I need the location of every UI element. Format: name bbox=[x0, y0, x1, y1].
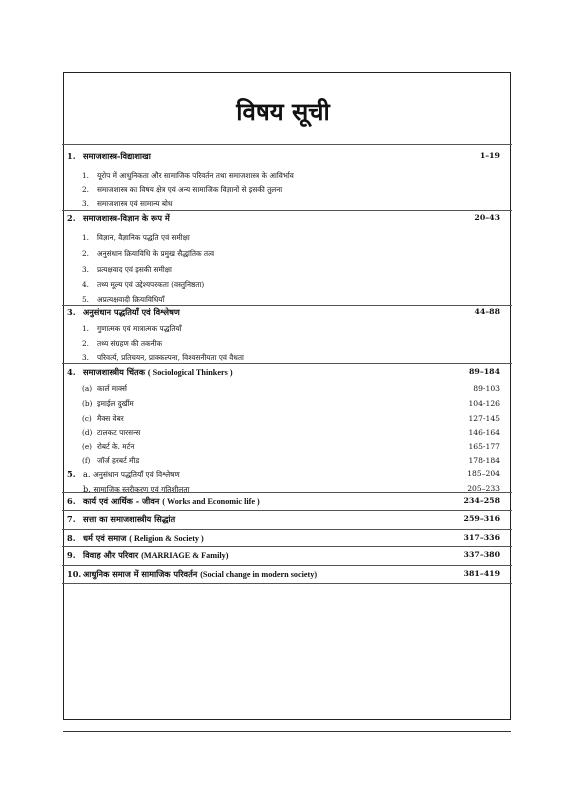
section-pages: 234–258 bbox=[463, 496, 500, 505]
item-label: (c) bbox=[82, 414, 92, 423]
item-pages: 146-164 bbox=[468, 428, 500, 437]
item-label: 3. bbox=[82, 353, 89, 362]
item-text: गुणात्मक एवं मात्रात्मक पद्धतियाँ bbox=[97, 324, 182, 333]
section-divider bbox=[62, 510, 512, 511]
section-number: 4. bbox=[67, 367, 76, 377]
section-heading bbox=[67, 366, 233, 379]
section-number: 8. bbox=[67, 533, 76, 543]
item-text: मैक्स वेबर bbox=[97, 414, 124, 423]
item-text: परिवर्त्य, प्रतिचयन, प्राक्कल्पना, विश्वसनीयता एवं वैधता bbox=[97, 353, 244, 362]
section-title-english: (MARRIAGE & Family) bbox=[141, 551, 229, 560]
list-item bbox=[67, 468, 180, 481]
section-title: आधुनिक समाज में सामाजिक परिवर्तन bbox=[83, 569, 198, 579]
list-item bbox=[82, 264, 172, 276]
item-pages: 205–233 bbox=[467, 484, 500, 493]
section-divider bbox=[62, 565, 512, 566]
item-label: (f) bbox=[82, 456, 91, 465]
item-pages: 127-145 bbox=[468, 414, 500, 423]
item-label: (b) bbox=[82, 399, 93, 408]
section-divider bbox=[62, 492, 512, 493]
item-label: 1. bbox=[82, 171, 89, 180]
item-label: 3. bbox=[82, 199, 89, 208]
item-label: (d) bbox=[82, 428, 93, 437]
section-title: समाजशास्त्र-विज्ञान के रूप में bbox=[83, 213, 170, 223]
item-label: (a) bbox=[82, 384, 93, 393]
item-text: अप्रत्यक्षवादी क्रियाविधियाँ bbox=[97, 295, 165, 304]
item-pages: 165-177 bbox=[468, 442, 500, 451]
section-number: 7. bbox=[67, 514, 76, 524]
item-text: तथ्य संग्रहण की तकनीक bbox=[97, 339, 163, 348]
item-text: टालकट पारसन्स bbox=[97, 428, 141, 437]
item-pages: 89-103 bbox=[473, 384, 500, 393]
section-title-english: (Social change in modern society) bbox=[200, 570, 318, 579]
section-divider bbox=[62, 210, 512, 211]
item-text: समाजशास्त्र एवं सामान्य बोध bbox=[97, 199, 173, 208]
section-heading bbox=[67, 212, 170, 224]
list-item bbox=[82, 232, 190, 244]
section-title-english: ( Works and Economic life ) bbox=[162, 497, 260, 506]
list-item bbox=[82, 338, 162, 350]
section-number: 1. bbox=[67, 151, 76, 161]
item-label: 5. bbox=[82, 295, 89, 304]
item-label: 1. bbox=[82, 233, 89, 242]
section-heading bbox=[67, 495, 260, 508]
section-title: धर्म एवं समाज bbox=[83, 533, 127, 543]
section-pages: 20–43 bbox=[474, 213, 500, 222]
section-title: कार्य एवं आर्थिक - जीवन bbox=[83, 496, 160, 506]
item-text: अनुसंधान क्रियाविधि के प्रमुख सैद्धांतिक तत्व bbox=[97, 249, 215, 258]
item-text: जॉर्ज हरबर्ट मीड bbox=[97, 456, 140, 465]
item-label: b. bbox=[83, 484, 91, 494]
section-title: विवाह और परिवार bbox=[83, 550, 139, 560]
section-heading bbox=[67, 306, 180, 318]
list-item bbox=[82, 248, 214, 260]
section-number: 10. bbox=[67, 569, 82, 579]
section-title-english: ( Sociological Thinkers ) bbox=[147, 368, 233, 377]
section-pages: 381–419 bbox=[463, 569, 500, 578]
list-item bbox=[82, 170, 294, 182]
section-title-english: ( Religion & Society ) bbox=[129, 534, 204, 543]
list-item bbox=[82, 279, 204, 291]
item-pages: 178-184 bbox=[468, 456, 500, 465]
list-item bbox=[82, 427, 140, 439]
section-number: 9. bbox=[67, 550, 76, 560]
item-label: 1. bbox=[82, 324, 89, 333]
section-pages: 89–184 bbox=[468, 367, 500, 376]
item-text: यूरोप में आधुनिकता और सामाजिक परिवर्तन तथा समाजशास्त्र के आविर्भाव bbox=[97, 171, 294, 180]
section-number: 5. bbox=[67, 469, 76, 479]
list-item bbox=[82, 184, 282, 196]
list-item bbox=[82, 383, 127, 395]
item-text: सामाजिक स्तरीकरण एवं गतिशीलता bbox=[93, 485, 190, 494]
section-title: समाजशास्त्रीय चिंतक bbox=[83, 367, 146, 377]
item-text: इमाईल दुर्खीम bbox=[97, 399, 134, 408]
section-number: 6. bbox=[67, 496, 76, 506]
item-text: विज्ञान, वैज्ञानिक पद्धति एवं समीक्षा bbox=[97, 233, 190, 242]
item-text: अनुसंधान पद्धतियाँ एवं विश्लेषण bbox=[93, 470, 180, 479]
item-label: 3. bbox=[82, 265, 89, 274]
item-text: समाजशास्त्र का विषय क्षेत्र एवं अन्य सामाजिक विज्ञानों से इसकी तुलना bbox=[97, 185, 283, 194]
item-text: तथ्य मूल्य एवं उद्देश्यपरकता (वस्तुनिष्ठता) bbox=[97, 280, 205, 289]
section-heading bbox=[67, 150, 151, 162]
section-number: 3. bbox=[67, 307, 76, 317]
section-pages: 44–88 bbox=[474, 307, 500, 316]
list-item bbox=[82, 455, 139, 467]
section-divider bbox=[62, 144, 512, 145]
item-label: 4. bbox=[82, 280, 89, 289]
list-item bbox=[82, 441, 134, 453]
section-title: अनुसंधान पद्धतियाँ एवं विश्लेषण bbox=[83, 307, 180, 317]
item-label: 2. bbox=[82, 339, 89, 348]
list-item bbox=[82, 323, 182, 335]
section-number: 2. bbox=[67, 213, 76, 223]
item-pages: 185–204 bbox=[467, 469, 500, 478]
section-heading bbox=[67, 532, 204, 545]
section-heading bbox=[67, 549, 228, 562]
section-pages: 317–336 bbox=[463, 533, 500, 542]
item-label: (e) bbox=[82, 442, 93, 451]
section-divider bbox=[62, 529, 512, 530]
list-item bbox=[82, 398, 134, 410]
list-item bbox=[82, 198, 172, 210]
section-divider bbox=[62, 363, 512, 364]
item-label: 2. bbox=[82, 249, 89, 258]
item-label: 2. bbox=[82, 185, 89, 194]
section-pages: 259–316 bbox=[463, 514, 500, 523]
section-divider bbox=[62, 583, 512, 584]
item-label: a. bbox=[83, 469, 91, 479]
section-title: समाजशास्त्र-विद्याशाखा bbox=[83, 151, 151, 161]
item-text: कार्ल मार्क्स bbox=[97, 384, 127, 393]
section-heading bbox=[67, 568, 317, 581]
item-text: रोबर्ट के. मर्टन bbox=[97, 442, 135, 451]
section-divider bbox=[62, 546, 512, 547]
section-pages: 337–380 bbox=[463, 550, 500, 559]
page-title: विषय सूची bbox=[236, 98, 330, 126]
section-pages: 1–19 bbox=[479, 151, 500, 160]
item-text: प्रत्यक्षवाद एवं इसकी समीक्षा bbox=[97, 265, 172, 274]
section-heading bbox=[67, 513, 175, 525]
list-item bbox=[82, 413, 124, 425]
section-title: सत्ता का समाजशास्त्रीय सिद्धांत bbox=[83, 514, 176, 524]
item-pages: 104-126 bbox=[468, 399, 500, 408]
